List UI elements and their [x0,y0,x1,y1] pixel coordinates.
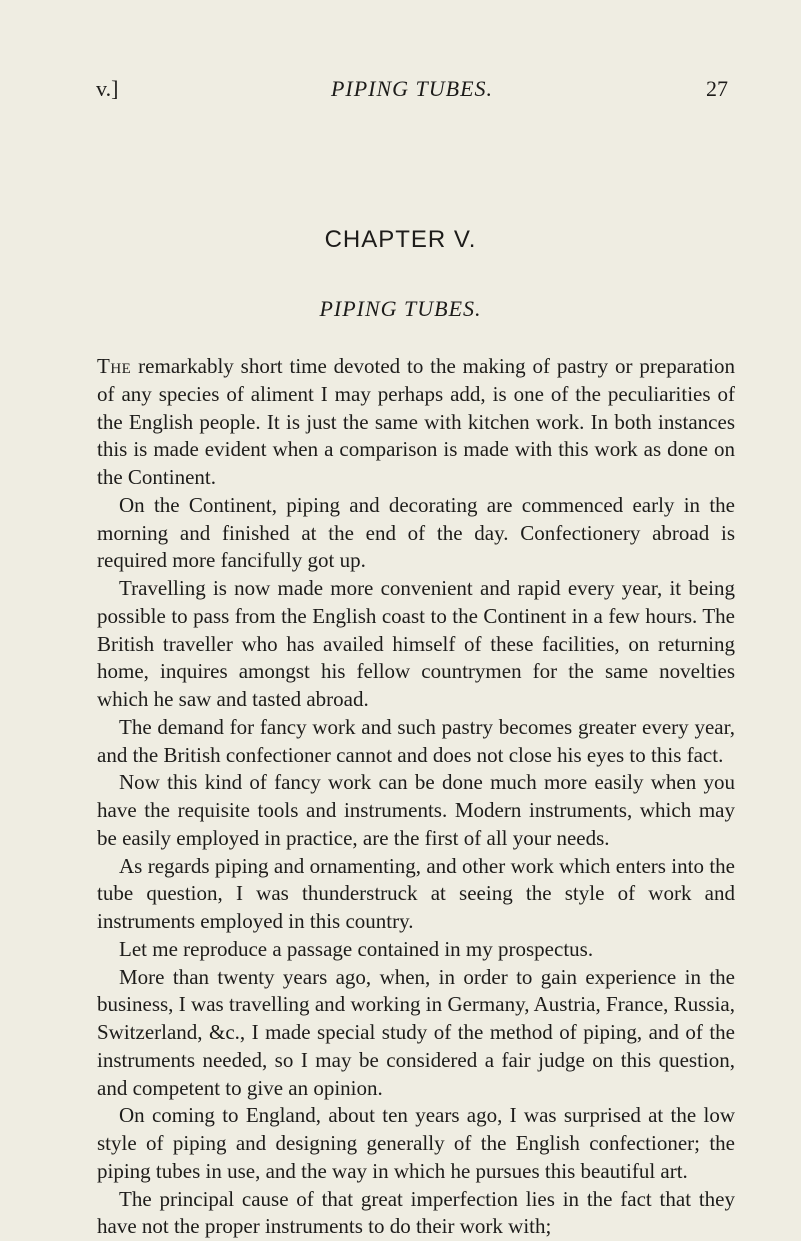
running-title: PIPING TUBES. [96,76,728,102]
paragraph-10: The principal cause of that great imperfection lies in the fact that they have not the proper instruments to do their work with; [97,1186,735,1241]
paragraph-7: Let me reproduce a passage contained in my prospectus. [97,936,735,964]
paragraph-8: More than twenty years ago, when, in order to gain experience in the business, I was travelling and working in Germany, Austria, France, Russia, Switzerland, &c., I made special study of the method of piping, and of the instruments needed, so I may be considered a fair judge on this question, and competent to give an opinion. [97,964,735,1103]
chapter-title: PIPING TUBES. [0,296,801,322]
paragraph-6: As regards piping and ornamenting, and other work which enters into the tube question, I was thunderstruck at seeing the style of work and instruments employed in this country. [97,853,735,936]
running-head [96,76,728,108]
page-number: 27 [706,76,728,102]
chapter-marker: v.] [96,76,118,102]
paragraph-5: Now this kind of fancy work can be done much more easily when you have the requisite tools and instruments. Modern instruments, which may be easily employed in practice, are the first of all your needs. [97,769,735,852]
body-text [97,353,735,1241]
paragraph-4: The demand for fancy work and such pastry becomes greater every year, and the British confectioner cannot and does not close his eyes to this fact. [97,714,735,770]
paragraph-3: Travelling is now made more convenient and rapid every year, it being possible to pass from the English coast to the Continent in a few hours. The British traveller who has availed himself of these facilities, on returning home, inquires amongst his fellow countrymen for the same novelties which he saw and tasted abroad. [97,575,735,714]
paragraph-1-text: remarkably short time devoted to the making of pastry or preparation of any species of aliment I may perhaps add, is one of the peculiarities of the English people. It is just the same with kitchen work. In both instances this is made evident when a comparison is made with this work as done on the Continent. [97,354,735,489]
opening-word: The [97,354,131,378]
paragraph-2: On the Continent, piping and decorating are commenced early in the morning and finished at the end of the day. Confectionery abroad is required more fancifully got up. [97,492,735,575]
chapter-heading: CHAPTER V. [0,226,801,254]
paragraph-1 [97,353,735,492]
paragraph-9: On coming to England, about ten years ago, I was surprised at the low style of piping and designing generally of the English confectioner; the piping tubes in use, and the way in which he pursues this beautiful art. [97,1102,735,1185]
